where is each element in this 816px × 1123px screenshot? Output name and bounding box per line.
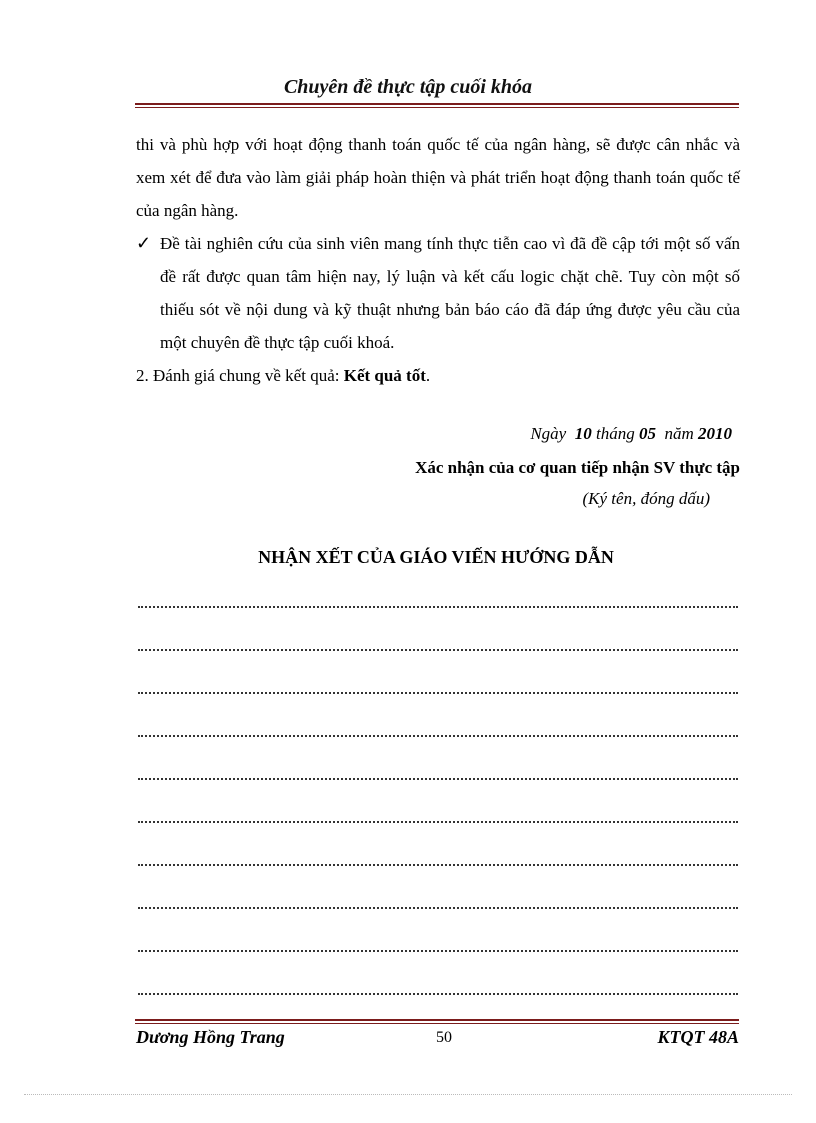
date-day-label: Ngày [530,424,567,443]
header-rule-thin [135,107,739,108]
bullet-item [136,227,740,359]
paragraph-2 [136,359,740,392]
page-number: 50 [436,1029,452,1046]
comment-line [138,864,738,866]
signature-date [530,421,732,447]
comment-line [138,735,738,737]
result-value: Kết quả tốt [343,366,426,385]
confirm-text: Xác nhận của cơ quan tiếp nhận SV thực tập [415,458,740,477]
date-month: 05 [638,424,656,443]
comment-line [138,821,738,823]
footer-class-code: KTQT 48A [657,1027,739,1047]
footer-author: Dương Hồng Trang [136,1027,285,1047]
result-prefix: 2. Đánh giá chung về kết quả: [136,366,344,385]
paragraph-1: thi và phù hợp với hoạt động thanh toán quốc tế của ngân hàng, sẽ được cân nhắc và xem xét để đưa vào làm giải pháp hoàn thiện và phát triển hoạt động thanh toán quốc tế của ngân hàng. [136,135,740,220]
comment-line [138,778,738,780]
date-year: 2010 [698,424,732,443]
comment-line [138,606,738,608]
comment-line [138,907,738,909]
comment-line [138,993,738,995]
date-year-label: năm [664,424,694,443]
comment-line [138,950,738,952]
section-title: NHẬN XẾT CỦA GIÁO VIẾN HƯỚNG DẪN [258,547,614,567]
result-suffix: . [425,366,431,385]
sign-note: (Ký tên, đóng dấu) [582,489,710,508]
header-rule [135,103,739,105]
page-edge-rule [24,1094,792,1095]
header-title: Chuyên đề thực tập cuối khóa [283,76,533,98]
comment-line [138,649,738,651]
footer-rule-thin [135,1023,739,1024]
bullet-text: Đề tài nghiên cứu của sinh viên mang tính thực tiễn cao vì đã đề cập tới một số vấn đề rất được quan tâm hiện nay, lý luận và kết cấu logic chặt chẽ. Tuy còn một số thiếu sót về nội dung và kỹ thuật nhưng bản báo cáo đã đáp ứng được yêu cầu của một chuyên đề thực tập cuối khoá. [160,234,740,352]
footer-rule [135,1019,739,1021]
comment-line [138,692,738,694]
date-day: 10 [574,424,592,443]
date-month-label: tháng [595,424,635,443]
checkmark-icon: ✓ [136,233,152,253]
